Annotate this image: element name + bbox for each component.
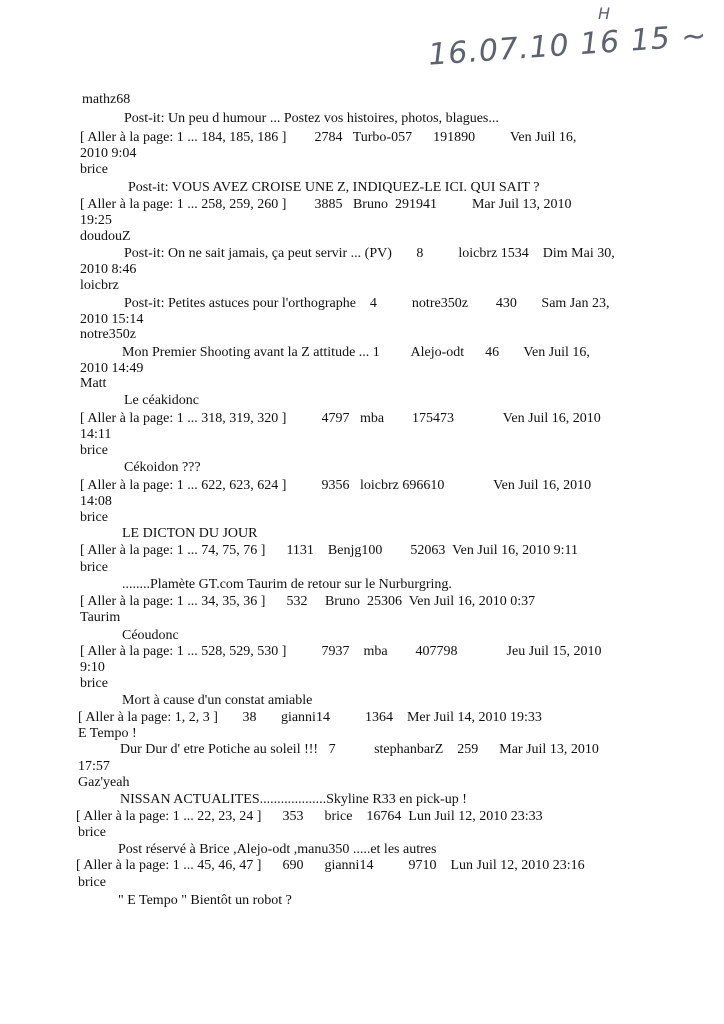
topic-stats: [ Aller à la page: 1 ... 45, 46, 47 ] 690 gianni14 9710 Lun Juil 12, 2010 23:16 [76,858,585,873]
author-name: brice [80,510,108,525]
topic-title[interactable]: Dur Dur d' etre Potiche au soleil !!! 7 stephanbarZ 259 Mar Juil 13, 2010 [120,742,599,757]
topic-stats: [ Aller à la page: 1 ... 528, 529, 530 ] 7937 mba 407798 Jeu Juil 15, 2010 [80,644,602,659]
topic-stats: [ Aller à la page: 1 ... 22, 23, 24 ] 353 brice 16764 Lun Juil 12, 2010 23:33 [76,809,543,824]
topic-stats-wrap: 14:11 [80,427,112,442]
topic-stats-wrap: 17:57 [78,759,110,774]
author-name: brice [78,875,106,890]
topic-stats: [ Aller à la page: 1 ... 184, 185, 186 ] 2784 Turbo-057 191890 Ven Juil 16, [80,130,577,145]
author-name: notre350z [80,327,136,342]
author-name: Taurim [80,610,121,625]
topic-title[interactable]: Céoudonc [122,628,179,643]
author-name: loicbrz [80,278,119,293]
topic-title[interactable]: Mort à cause d'un constat amiable [122,693,313,708]
topic-stats-wrap: 9:10 [80,660,105,675]
topic-stats: [ Aller à la page: 1, 2, 3 ] 38 gianni14 1364 Mer Juil 14, 2010 19:33 [78,710,542,725]
topic-stats-wrap: 14:08 [80,494,112,509]
topic-title[interactable]: Post-it: On ne sait jamais, ça peut servir ... (PV) 8 loicbrz 1534 Dim Mai 30, [124,246,615,261]
topic-title[interactable]: Post-it: VOUS AVEZ CROISE UNE Z, INDIQUEZ-LE ICI. QUI SAIT ? [128,180,540,195]
topic-stats: [ Aller à la page: 1 ... 74, 75, 76 ] 1131 Benjg100 52063 Ven Juil 16, 2010 9:11 [80,543,578,558]
author-name: mathz68 [82,92,131,107]
topic-stats-wrap: 19:25 [80,213,112,228]
author-name: brice [78,825,106,840]
author-name: Matt [80,376,107,391]
author-name: E Tempo ! [78,726,137,741]
handwritten-superscript: H [598,4,611,23]
author-name: brice [80,162,108,177]
author-name: brice [80,676,108,691]
topic-title[interactable]: Post réservé à Brice ,Alejo-odt ,manu350 .....et les autres [118,842,437,857]
topic-stats-wrap: 2010 15:14 [80,312,144,327]
topic-title[interactable]: " E Tempo " Bientôt un robot ? [118,893,292,908]
topic-title[interactable]: Cékoidon ??? [124,460,201,475]
handwritten-date-annotation: 16.07.10 16 15 ~ [427,18,709,73]
topic-title[interactable]: LE DICTON DU JOUR [122,526,258,541]
topic-stats-wrap: 2010 8:46 [80,262,137,277]
topic-title[interactable]: Mon Premier Shooting avant la Z attitude ... 1 Alejo-odt 46 Ven Juil 16, [122,345,590,360]
topic-stats-wrap: 2010 14:49 [80,361,144,376]
topic-stats: [ Aller à la page: 1 ... 318, 319, 320 ] 4797 mba 175473 Ven Juil 16, 2010 [80,411,601,426]
topic-stats-wrap: 2010 9:04 [80,146,137,161]
author-name: brice [80,443,108,458]
topic-title[interactable]: ........Plamète GT.com Taurim de retour sur le Nurburgring. [122,577,452,592]
author-name: brice [80,560,108,575]
author-name: doudouZ [80,229,131,244]
topic-stats: [ Aller à la page: 1 ... 622, 623, 624 ] 9356 loicbrz 696610 Ven Juil 16, 2010 [80,478,592,493]
topic-title[interactable]: Post-it: Un peu d humour ... Postez vos histoires, photos, blagues... [124,111,499,126]
topic-stats: [ Aller à la page: 1 ... 34, 35, 36 ] 532 Bruno 25306 Ven Juil 16, 2010 0:37 [80,594,536,609]
topic-title[interactable]: NISSAN ACTUALITES...................Skyline R33 en pick-up ! [120,792,467,807]
topic-stats: [ Aller à la page: 1 ... 258, 259, 260 ] 3885 Bruno 291941 Mar Juil 13, 2010 [80,197,572,212]
author-name: Gaz'yeah [78,775,130,790]
topic-title[interactable]: Post-it: Petites astuces pour l'orthographe 4 notre350z 430 Sam Jan 23, [124,296,610,311]
topic-title[interactable]: Le céakidonc [124,393,200,408]
